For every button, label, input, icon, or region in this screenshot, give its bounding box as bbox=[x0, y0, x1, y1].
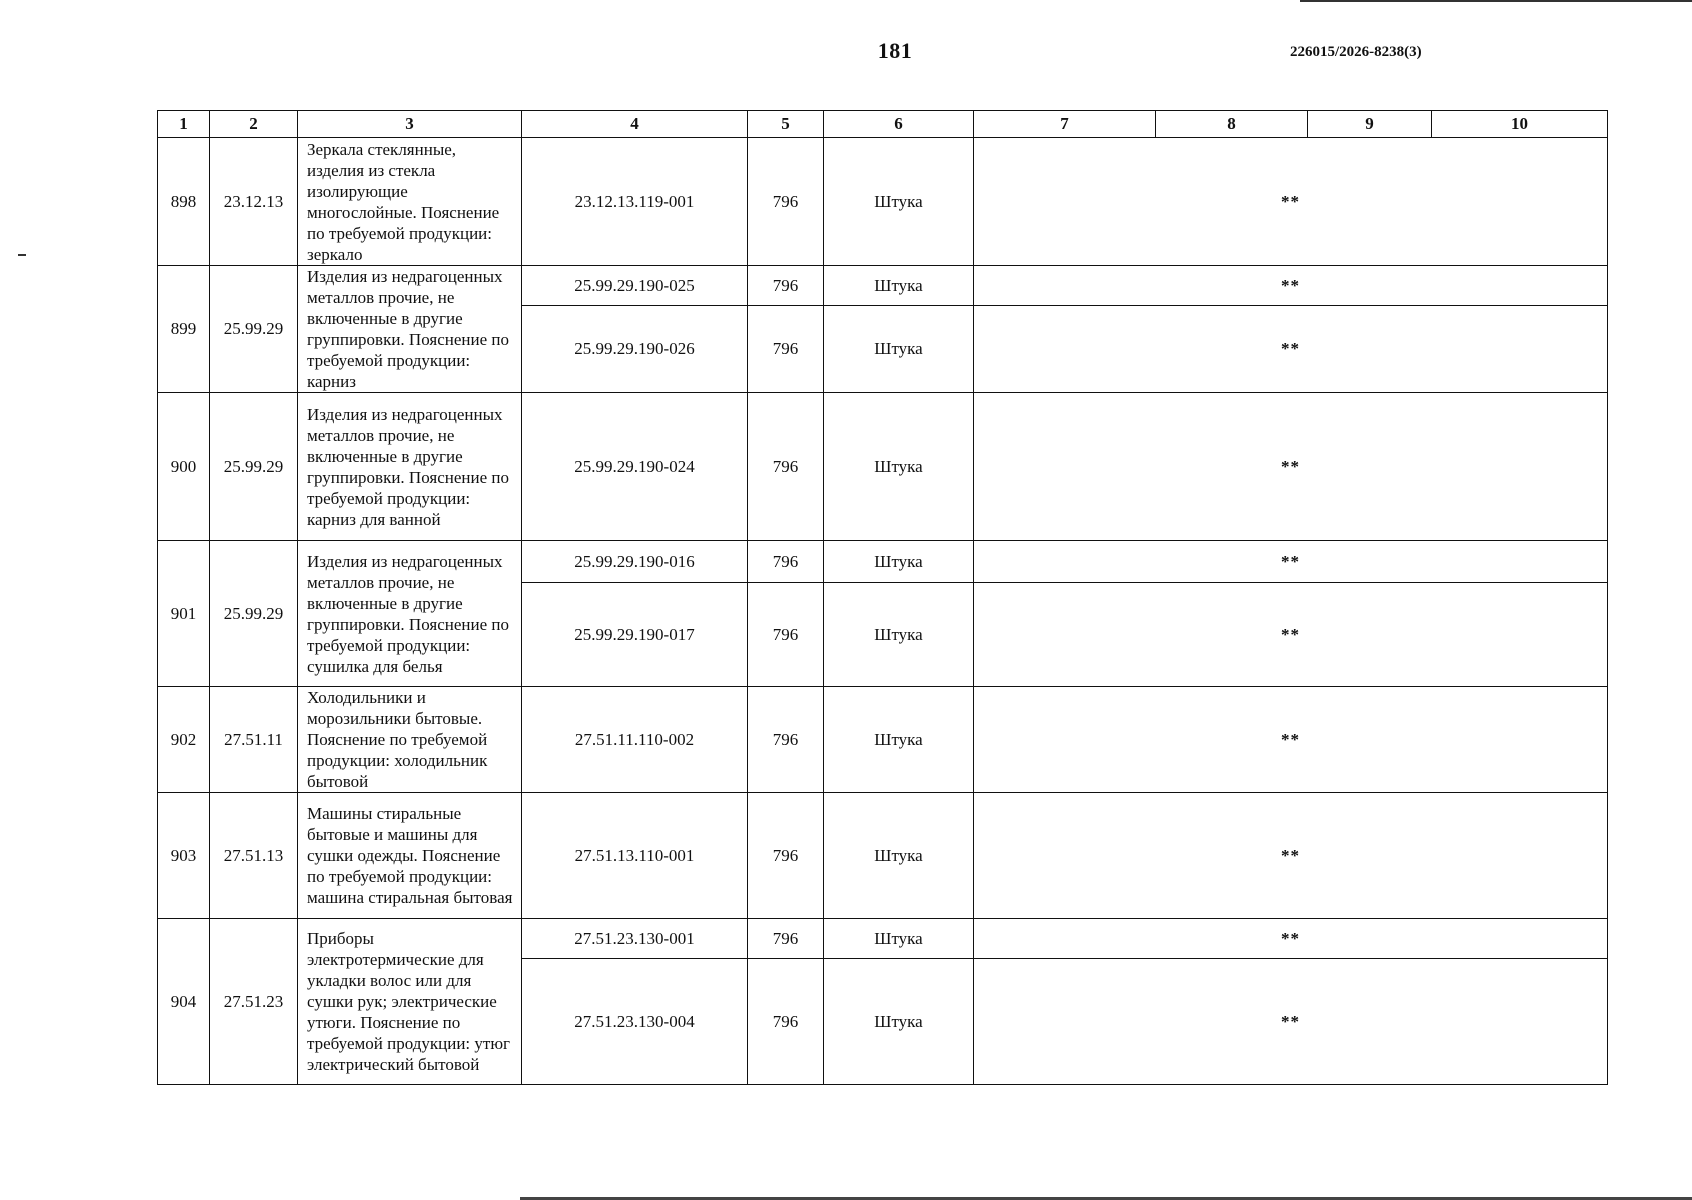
table-row bbox=[158, 138, 1608, 266]
merged-mark-cell: ** bbox=[974, 959, 1608, 1085]
column-header: 8 bbox=[1156, 111, 1308, 138]
merged-mark-cell: ** bbox=[974, 583, 1608, 687]
ktru-code: 23.12.13.119-001 bbox=[522, 138, 748, 266]
table-row bbox=[158, 793, 1608, 919]
product-name: Машины стиральные бытовые и машины для сушки одежды. Пояснение по требуемой продукции: машина стиральная бытовая bbox=[298, 793, 522, 919]
scan-margin-mark bbox=[18, 254, 26, 256]
registry-table bbox=[157, 110, 1608, 1085]
unit-name: Штука bbox=[824, 687, 974, 793]
ktru-code: 27.51.23.130-001 bbox=[522, 919, 748, 959]
column-header: 7 bbox=[974, 111, 1156, 138]
row-number: 903 bbox=[158, 793, 210, 919]
row-number: 900 bbox=[158, 393, 210, 541]
okei-code: 796 bbox=[748, 393, 824, 541]
column-header: 10 bbox=[1432, 111, 1608, 138]
merged-mark-cell: ** bbox=[974, 306, 1608, 393]
unit-name: Штука bbox=[824, 919, 974, 959]
product-name: Изделия из недрагоценных металлов прочие, не включенные в другие группировки. Пояснение по требуемой продукции: карниз для ванной bbox=[298, 393, 522, 541]
ktru-code: 27.51.13.110-001 bbox=[522, 793, 748, 919]
okei-code: 796 bbox=[748, 919, 824, 959]
unit-name: Штука bbox=[824, 306, 974, 393]
unit-name: Штука bbox=[824, 541, 974, 583]
product-name: Изделия из недрагоценных металлов прочие, не включенные в другие группировки. Пояснение по требуемой продукции: карниз bbox=[298, 266, 522, 393]
okei-code: 796 bbox=[748, 541, 824, 583]
okei-code: 796 bbox=[748, 583, 824, 687]
unit-name: Штука bbox=[824, 959, 974, 1085]
ktru-code: 27.51.23.130-004 bbox=[522, 959, 748, 1085]
unit-name: Штука bbox=[824, 266, 974, 306]
merged-mark-cell: ** bbox=[974, 919, 1608, 959]
okpd-code: 27.51.23 bbox=[210, 919, 298, 1085]
document-id: 226015/2026-8238(3) bbox=[1290, 44, 1422, 60]
column-number-row bbox=[158, 111, 1608, 138]
ktru-code: 25.99.29.190-024 bbox=[522, 393, 748, 541]
scan-edge-top bbox=[1300, 0, 1692, 2]
column-header: 5 bbox=[748, 111, 824, 138]
okpd-code: 25.99.29 bbox=[210, 541, 298, 687]
table-row bbox=[158, 266, 1608, 306]
okei-code: 796 bbox=[748, 138, 824, 266]
ktru-code: 25.99.29.190-025 bbox=[522, 266, 748, 306]
product-name: Холодильники и морозильники бытовые. Пояснение по требуемой продукции: холодильник бытовой bbox=[298, 687, 522, 793]
table-row bbox=[158, 393, 1608, 541]
column-header: 6 bbox=[824, 111, 974, 138]
okei-code: 796 bbox=[748, 793, 824, 919]
okpd-code: 25.99.29 bbox=[210, 266, 298, 393]
page-number: 181 bbox=[877, 38, 913, 63]
row-number: 901 bbox=[158, 541, 210, 687]
merged-mark-cell: ** bbox=[974, 393, 1608, 541]
okpd-code: 25.99.29 bbox=[210, 393, 298, 541]
okpd-code: 27.51.13 bbox=[210, 793, 298, 919]
okpd-code: 27.51.11 bbox=[210, 687, 298, 793]
unit-name: Штука bbox=[824, 583, 974, 687]
merged-mark-cell: ** bbox=[974, 793, 1608, 919]
okei-code: 796 bbox=[748, 687, 824, 793]
table-row bbox=[158, 541, 1608, 583]
row-number: 899 bbox=[158, 266, 210, 393]
merged-mark-cell: ** bbox=[974, 138, 1608, 266]
ktru-code: 25.99.29.190-016 bbox=[522, 541, 748, 583]
product-name: Изделия из недрагоценных металлов прочие, не включенные в другие группировки. Пояснение по требуемой продукции: сушилка для белья bbox=[298, 541, 522, 687]
unit-name: Штука bbox=[824, 138, 974, 266]
okei-code: 796 bbox=[748, 306, 824, 393]
column-header: 2 bbox=[210, 111, 298, 138]
product-name: Зеркала стеклянные, изделия из стекла изолирующие многослойные. Пояснение по требуемой продукции: зеркало bbox=[298, 138, 522, 266]
column-header: 9 bbox=[1308, 111, 1432, 138]
okpd-code: 23.12.13 bbox=[210, 138, 298, 266]
okei-code: 796 bbox=[748, 959, 824, 1085]
merged-mark-cell: ** bbox=[974, 541, 1608, 583]
okei-code: 796 bbox=[748, 266, 824, 306]
column-header: 1 bbox=[158, 111, 210, 138]
unit-name: Штука bbox=[824, 393, 974, 541]
row-number: 904 bbox=[158, 919, 210, 1085]
row-number: 902 bbox=[158, 687, 210, 793]
column-header: 3 bbox=[298, 111, 522, 138]
merged-mark-cell: ** bbox=[974, 266, 1608, 306]
table-row bbox=[158, 919, 1608, 959]
table-row bbox=[158, 687, 1608, 793]
product-name: Приборы электротермические для укладки волос или для сушки рук; электрические утюги. Пояснение по требуемой продукции: утюг электрический бытовой bbox=[298, 919, 522, 1085]
ktru-code: 25.99.29.190-017 bbox=[522, 583, 748, 687]
ktru-code: 27.51.11.110-002 bbox=[522, 687, 748, 793]
column-header: 4 bbox=[522, 111, 748, 138]
merged-mark-cell: ** bbox=[974, 687, 1608, 793]
ktru-code: 25.99.29.190-026 bbox=[522, 306, 748, 393]
row-number: 898 bbox=[158, 138, 210, 266]
unit-name: Штука bbox=[824, 793, 974, 919]
